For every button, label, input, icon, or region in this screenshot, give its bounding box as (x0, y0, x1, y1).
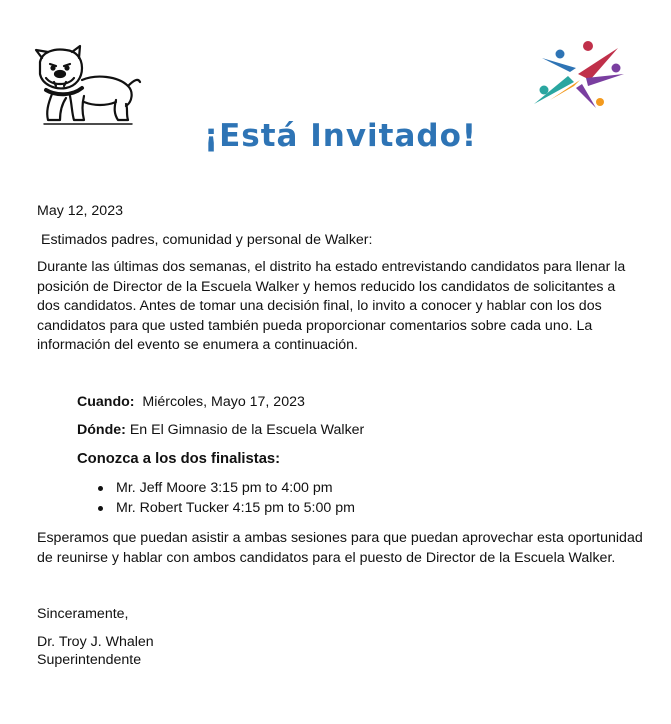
finalists-list (98, 478, 355, 518)
bulldog-mascot-icon (32, 40, 142, 130)
letter-date: May 12, 2023 (37, 203, 123, 219)
bullet-icon (98, 486, 103, 491)
where-label: Dónde: (77, 422, 126, 438)
where-value: En El Gimnasio de la Escuela Walker (129, 422, 365, 438)
when-label: Cuando: (77, 394, 135, 410)
letter-greeting: Estimados padres, comunidad y personal de Walker: (41, 232, 373, 248)
intro-paragraph: Durante las últimas dos semanas, el distrito ha estado entrevistando candidatos para llenar la posición de Director de la Escuela Walker y hemos reducido los candidatos de solicitantes a dos candidatos. Antes de tomar una decisión final, lo invito a conocer y hablar con los dos candidatos para que usted también pueda proporcionar comentarios sobre cada uno. La información del evento se enumera a continuación. (37, 259, 626, 353)
event-where (77, 421, 364, 441)
when-value: Miércoles, Mayo 17, 2023 (142, 394, 305, 410)
signer-name: Dr. Troy J. Whalen (37, 634, 154, 650)
finalist-text: Mr. Jeff Moore 3:15 pm to 4:00 pm (116, 480, 333, 496)
invitation-title: ¡Está Invitado! (203, 118, 478, 154)
list-item (98, 478, 355, 498)
finalist-text: Mr. Robert Tucker 4:15 pm to 5:00 pm (116, 500, 355, 516)
finalists-heading: Conozca a los dos finalistas: (77, 451, 281, 467)
bullet-icon (98, 506, 103, 511)
signer-title: Superintendente (37, 652, 142, 668)
closing-paragraph: Esperamos que puedan asistir a ambas sesiones para que puedan aprovechar esta oportunidad de reunirse y hablar con ambos candidatos para el puesto de Director de la Escuela Walker. (37, 530, 643, 566)
signature-block (37, 633, 637, 669)
list-item (98, 498, 355, 518)
closing-salutation: Sinceramente, (37, 606, 129, 622)
people-star-logo-icon (530, 40, 626, 110)
event-when (77, 393, 305, 413)
